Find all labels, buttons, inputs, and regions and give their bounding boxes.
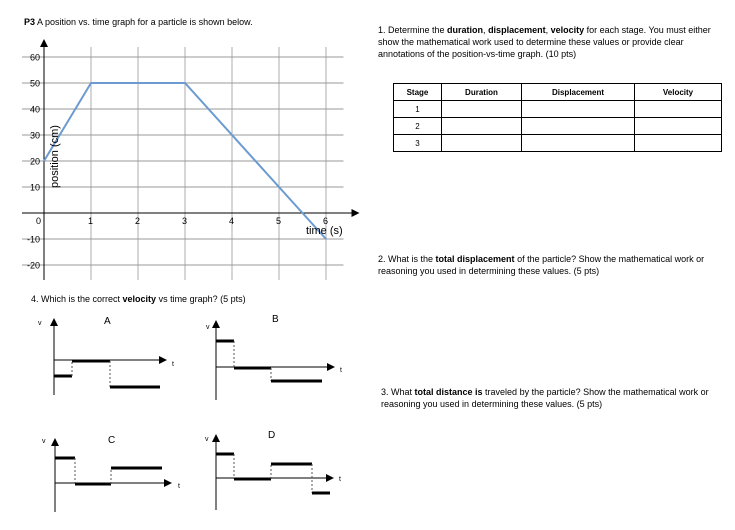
table-cell[interactable] [522,135,635,152]
option-b-t-axis: t [340,367,342,374]
header-stage: Stage [394,84,442,101]
q1-text-1: 1. Determine the [378,25,448,35]
option-c-t-axis: t [178,483,180,490]
q1-text-2: , [483,25,489,35]
y-tick-label: 30 [29,130,40,141]
table-cell[interactable] [442,118,522,135]
q4-text-1: 4. Which is the correct [31,294,123,304]
option-d-t-axis: t [339,476,341,483]
table-header-row [394,84,722,101]
y-tick-label: -20 [26,260,40,271]
x-tick-label: 0 [36,216,42,226]
x-tick-label: 5 [276,216,282,226]
option-a-v-axis: v [38,320,42,327]
problem-header [24,17,253,27]
chart-ticks [27,53,328,271]
position-data-point [44,161,45,162]
y-axis-label: position (cm) [49,125,61,188]
header-duration: Duration [442,84,522,101]
x-tick-label: 4 [229,216,235,226]
y-tick-label: -10 [26,234,40,245]
table-cell: 1 [394,101,442,118]
table-cell[interactable] [635,118,722,135]
table-cell[interactable] [522,118,635,135]
option-c-graph[interactable] [42,435,180,512]
velocity-options [0,300,370,530]
option-c-v-axis: v [42,438,46,445]
y-tick-label: 40 [29,104,40,115]
x-tick-label: 2 [135,216,141,226]
position-data-point [91,83,92,84]
problem-label: P3 [24,17,36,27]
option-c-label: C [108,435,116,446]
q2-bold-total-displacement: total displacement [435,254,515,264]
question-3 [381,386,726,410]
x-axis-label: time (s) [306,225,343,237]
option-b-label: B [272,314,279,325]
q2-text-2: of the particle? Show the mathematical work or reasoning you used in determining these values. (5 pts) [378,254,705,276]
chart-axes [22,41,358,280]
q1-bold-duration: duration [447,25,484,35]
question-2 [378,253,718,277]
y-tick-label: 20 [29,156,40,167]
q3-text-1: 3. What [381,387,415,397]
option-b-v-axis: v [206,324,210,331]
table-row [394,101,722,118]
q4-text-2: vs time graph? (5 pts) [156,294,246,304]
option-d-label: D [268,430,276,441]
position-time-chart [0,30,370,280]
table-row [394,118,722,135]
q3-bold-total-distance: total distance is [414,387,483,397]
q1-text-4: for each stage. You must either show the mathematical work used to determine these values or provide clear annotations of the position-vs-time graph. (10 pts) [378,25,711,59]
option-b-graph[interactable] [206,314,342,400]
table-cell[interactable] [635,135,722,152]
chart-grid [22,47,344,280]
q3-text-2: traveled by the particle? Show the mathematical work or reasoning you used in determining these values. (5 pts) [381,387,709,409]
problem-intro: A position vs. time graph for a particle is shown below. [37,17,253,27]
q4-bold-velocity: velocity [122,294,157,304]
option-a-graph[interactable] [38,316,174,395]
header-velocity: Velocity [635,84,722,101]
option-d-v-axis: v [205,436,209,443]
header-displacement: Displacement [522,84,635,101]
q1-text-3: , [545,25,551,35]
position-data-point [326,239,327,240]
x-tick-label: 3 [182,216,188,226]
q2-text-1: 2. What is the [378,254,436,264]
table-cell[interactable] [522,101,635,118]
stage-table [393,83,722,152]
y-tick-label: 50 [29,78,40,89]
table-cell[interactable] [635,101,722,118]
table-cell[interactable] [442,101,522,118]
option-d-graph[interactable] [205,430,341,510]
table-cell: 3 [394,135,442,152]
table-cell[interactable] [442,135,522,152]
table-cell: 2 [394,118,442,135]
x-tick-label: 1 [88,216,94,226]
position-data-point [185,83,186,84]
y-tick-label: 10 [29,182,40,193]
table-row [394,135,722,152]
q1-bold-velocity: velocity [550,25,585,35]
x-tick-label: 6 [323,216,329,226]
option-a-t-axis: t [172,361,174,368]
option-a-label: A [104,316,111,327]
y-tick-label: 60 [29,52,40,63]
q1-bold-displacement: displacement [488,25,546,35]
question-1 [378,24,718,60]
